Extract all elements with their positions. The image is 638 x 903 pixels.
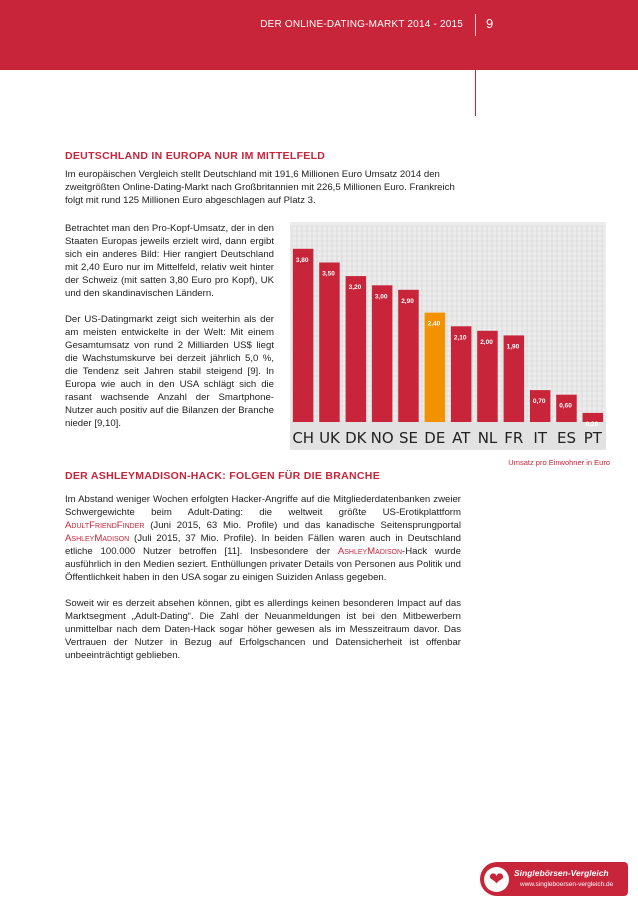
logo-url: www.singleboersen-vergleich.de — [520, 881, 614, 888]
brand-ashleymadison-2: AshleyMadison — [337, 546, 403, 557]
bar-value-label-es: 0,60 — [559, 402, 572, 410]
bar-dk — [346, 276, 367, 422]
section2-heading: DER ASHLEYMADISON-HACK: FOLGEN FÜR DIE BRANCHE — [65, 470, 380, 482]
section2-para1-b: (Juni 2015, 63 Mio. Profile) und das kanadische Seitensprungportal — [150, 520, 461, 531]
bar-de — [425, 313, 446, 422]
section2-para1-a: Im Abstand weniger Wochen erfolgten Hacker-Angriffe auf die Mitgliederdatenbanken zweier Schwergewichte beim Adult-Dating: die weltweit größte US-Erotikplattform — [65, 494, 461, 518]
section1-heading: DEUTSCHLAND IN EUROPA NUR IM MITTELFELD — [65, 150, 326, 162]
header-title: DER ONLINE-DATING-MARKT 2014 - 2015 — [260, 19, 463, 30]
brand-ashleymadison: AshleyMadison — [65, 533, 130, 544]
bar-value-label-at: 2,10 — [453, 334, 467, 342]
bar-value-label-se: 2,90 — [401, 297, 414, 305]
header-vertical-rule — [475, 36, 476, 116]
tick-label-ch: CH — [292, 429, 315, 447]
tick-label-uk: UK — [319, 429, 340, 447]
header-band — [0, 0, 638, 70]
section1-para2: Betrachtet man den Pro-Kopf-Umsatz, der in den Staaten Europas jeweils erzielt wird, dann ergibt sich ein anderes Bild: Hier rangiert Deutschland mit 2,40 Euro nur im Mittelfeld, relativ weit hinter der Schweiz (mit satten 3,80 Euro pro Kopf), UK und den skandinavischen Ländern. — [65, 223, 274, 299]
section1-intro-text: Im europäischen Vergleich stellt Deutschland mit 191,6 Millionen Euro Umsatz 2014 den zweitgrößten Online-Dating-Markt nach Großbritannien mit 226,5 Millionen Euro. Frankreich folgt mit rund 125 Millionen Euro abgeschlagen auf Platz 3. — [65, 169, 455, 206]
bar-value-label-de: 2,40 — [427, 320, 441, 328]
logo-name: Singlebörsen-Vergleich — [514, 868, 609, 878]
page-number: 9 — [486, 16, 494, 31]
bar-value-label-fr: 1,90 — [506, 343, 520, 351]
bar-se — [398, 290, 419, 422]
bar-no — [372, 285, 393, 422]
bar-value-label-it: 0,70 — [532, 398, 546, 406]
tick-label-pt: PT — [583, 429, 602, 447]
section2-para1-c: (Juli 2015, 37 Mio. Profile). In beiden Fällen waren auch in Deutschland etliche 100.000 Nutzer betroffen [11]. Insbesondere der — [65, 533, 461, 557]
tick-label-at: AT — [452, 429, 471, 447]
section2-para2: Soweit wir es derzeit absehen können, gibt es allerdings keinen besonderen Impact auf das Marktsegment „Adult-Dating“. Die Zahl der Neuanmeldungen ist bei den Mitbewerbern unmittelbar nach dem Daten-Hack sogar höher gewesen als im Messzeitraum davor. Das Vertrauen der Nutzer in Bezug auf Erfolgschancen und Datensicherheit ist offenbar unbeeinträchtigt geblieben. — [65, 598, 461, 661]
tick-label-dk: DK — [345, 429, 367, 447]
section2-para1-d: -Hack wurde ausführlich in den Medien seziert. Enthüllungen privater Details von Personen aus Politik und Öffentlichkeit haben in den USA sogar zu einigen Suiziden Anlass gegeben. — [65, 546, 461, 583]
bar-value-label-uk: 3,50 — [322, 270, 335, 278]
section2-para1 — [65, 493, 461, 584]
tick-label-fr: FR — [504, 429, 524, 447]
bar-value-label-dk: 3,20 — [348, 284, 362, 292]
brand-adultfriendfinder: AdultFriendFinder — [65, 520, 145, 531]
tick-label-es: ES — [557, 429, 576, 447]
tick-label-it: IT — [533, 429, 547, 447]
tick-label-nl: NL — [477, 429, 498, 447]
chart-caption: Umsatz pro Einwohner in Euro — [508, 458, 610, 467]
bar-it — [530, 390, 551, 422]
bar-ch — [293, 249, 314, 422]
tick-label-no: NO — [370, 429, 394, 447]
section1-intro — [65, 168, 460, 207]
section1-body — [65, 222, 274, 430]
section1-para3: Der US-Datingmarkt zeigt sich weiterhin als der am meisten entwickelte in der Welt: Mit einem Gesamtumsatz von rund 2 Milliarden US$ liegt die Wachstumskurve bei derzeit jährlich 5,0 %, die Tendenz seit Jahren stabil steigend [9]. In Europa wie auch in den USA schlägt sich die rasant wachsende Anzahl der Smartphone-Nutzer auch positiv auf die Bilanzen der Branche nieder [9,10]. — [65, 314, 274, 429]
bar-value-label-nl: 2,00 — [480, 338, 493, 346]
tick-label-se: SE — [399, 429, 418, 447]
per-capita-bar-chart — [290, 222, 606, 450]
bar-value-label-no: 3,00 — [374, 293, 388, 301]
header-divider — [475, 14, 476, 36]
bar-value-label-pt: 0,20 — [585, 420, 599, 428]
heart-icon: ❤ — [484, 867, 509, 892]
bar-value-label-ch: 3,80 — [295, 256, 309, 264]
section2-body — [65, 493, 461, 662]
tick-label-de: DE — [424, 429, 446, 447]
bar-uk — [319, 263, 340, 423]
